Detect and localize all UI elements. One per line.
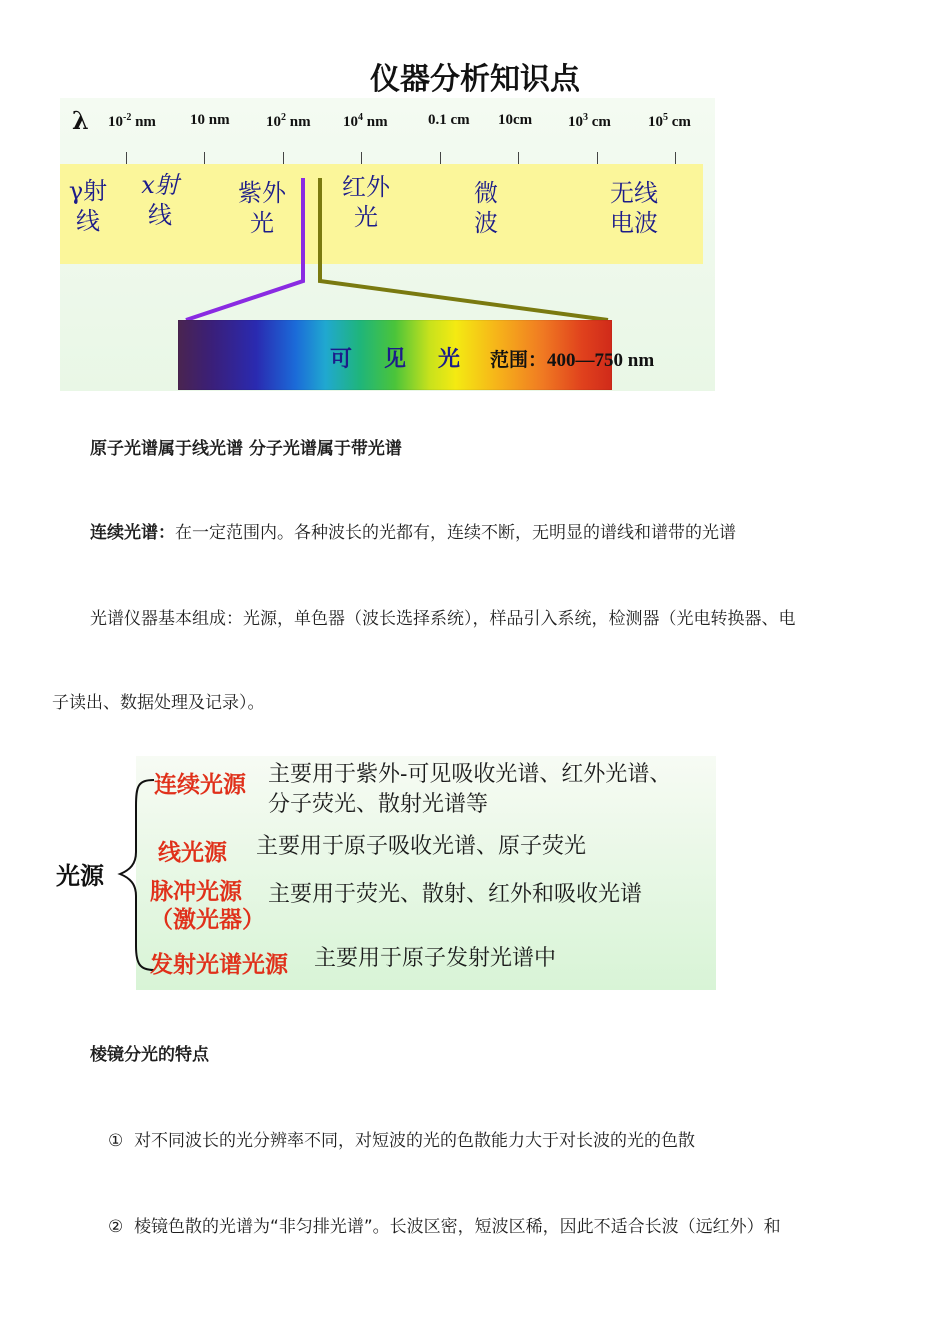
scale-label: $10^4$ nm bbox=[343, 112, 388, 130]
source-name-continuous: 连续光源 bbox=[154, 771, 246, 798]
scale-label: $10^5$ cm bbox=[648, 112, 691, 130]
continuous-spectrum-definition: 连续光谱：在一定范围内。各种波长的光都有，连续不断，无明显的谱线和谱带的光谱 bbox=[90, 523, 736, 543]
prism-point-2: ② 棱镜色散的光谱为“非匀排光谱”。长波区密，短波区稀，因此不适合长波（远红外）和 bbox=[108, 1217, 781, 1237]
visible-char-1: 可 bbox=[330, 346, 353, 372]
scale-label: 10cm bbox=[498, 112, 533, 128]
visible-range-label: 范围：400—750 nm bbox=[490, 350, 655, 371]
scale-label: 10 nm bbox=[190, 112, 230, 128]
instrument-composition-line2: 子读出、数据处理及记录）。 bbox=[52, 693, 265, 713]
band-radio: 无线 电波 bbox=[610, 179, 658, 237]
scale-label: $10^{-2}$ nm bbox=[108, 112, 156, 130]
scale-label: $10^3$ cm bbox=[568, 112, 611, 130]
page-title: 仪器分析知识点 bbox=[370, 62, 580, 97]
section-heading-prism: 棱镜分光的特点 bbox=[90, 1045, 209, 1065]
visible-char-3: 光 bbox=[438, 346, 461, 372]
source-name-line: 线光源 bbox=[158, 839, 227, 866]
band-xray: x射 线 bbox=[141, 171, 179, 229]
em-spectrum-figure bbox=[60, 98, 720, 398]
source-desc-emission: 主要用于原子发射光谱中 bbox=[314, 946, 557, 971]
instrument-composition-line1: 光谱仪器基本组成：光源，单色器（波长选择系统），样品引入系统，检测器（光电转换器、电 bbox=[90, 609, 796, 629]
scale-label: $10^2$ nm bbox=[266, 112, 311, 130]
band-gamma: γ射 线 bbox=[68, 177, 108, 235]
lambda-symbol: λ bbox=[72, 106, 89, 135]
band-ir: 红外 光 bbox=[342, 173, 390, 231]
ir-boundary-line bbox=[320, 178, 608, 320]
source-desc-pulse: 主要用于荧光、散射、红外和吸收光谱 bbox=[268, 882, 643, 907]
light-source-title: 光源 bbox=[56, 861, 104, 890]
source-desc-line: 主要用于原子吸收光谱、原子荧光 bbox=[256, 834, 587, 859]
source-name-emission: 发射光谱光源 bbox=[150, 951, 288, 978]
uv-boundary-line bbox=[186, 178, 303, 320]
band-microwave: 微 波 bbox=[474, 179, 498, 237]
visible-char-2: 见 bbox=[384, 346, 407, 372]
spectra-type-note: 原子光谱属于线光谱 分子光谱属于带光谱 bbox=[90, 439, 402, 459]
scale-label: 0.1 cm bbox=[428, 112, 470, 128]
source-desc-continuous: 主要用于紫外-可见吸收光谱、红外光谱、 分子荧光、散射光谱等 bbox=[268, 762, 672, 817]
light-source-figure bbox=[50, 756, 718, 992]
source-name-pulse: 脉冲光源 （激光器） bbox=[150, 878, 265, 933]
prism-point-1: ① 对不同波长的光分辨率不同，对短波的光的色散能力大于对长波的光的色散 bbox=[108, 1131, 696, 1151]
band-uv: 紫外 光 bbox=[238, 179, 286, 237]
